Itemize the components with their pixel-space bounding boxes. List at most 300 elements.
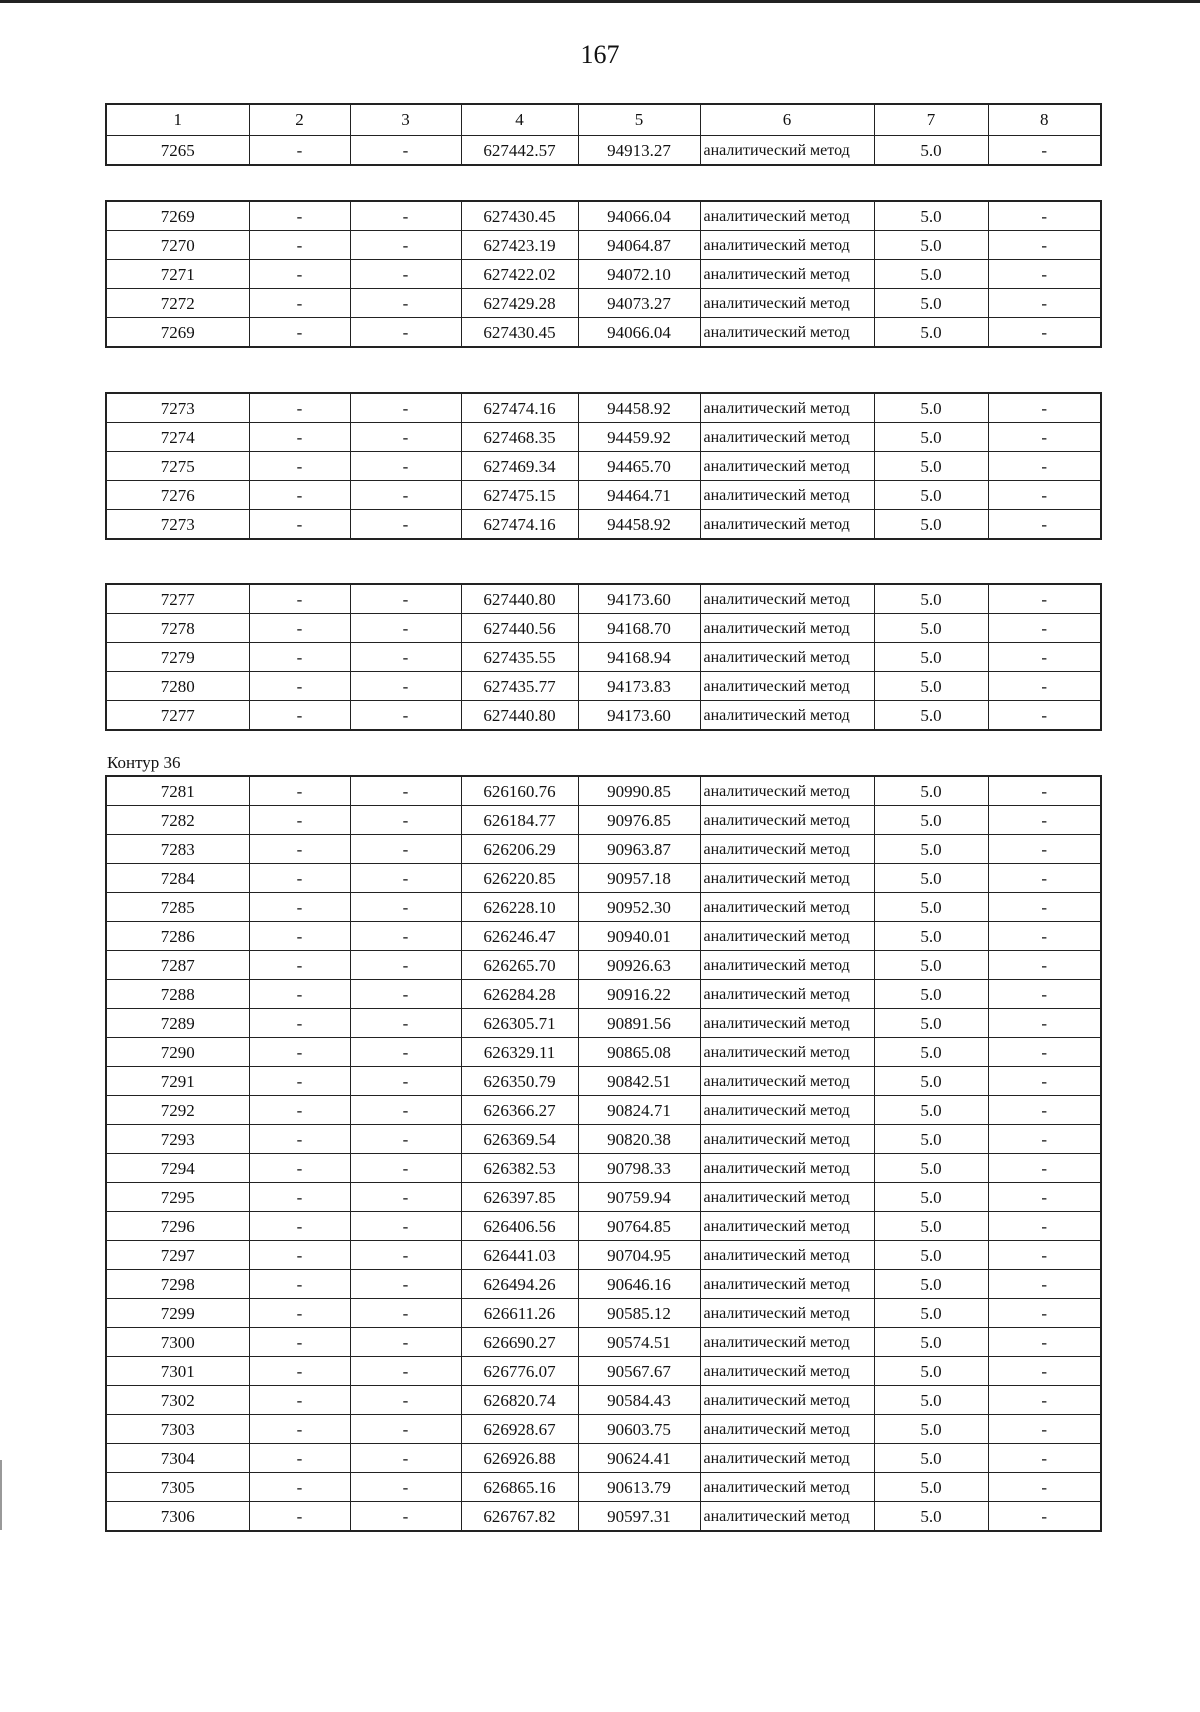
method-cell: аналитический метод <box>700 1328 874 1357</box>
coordinates-table-block <box>105 583 1100 731</box>
x-coordinate-cell: 626820.74 <box>461 1386 578 1415</box>
y-coordinate-cell: 94173.83 <box>578 672 700 701</box>
table-row <box>106 318 1101 348</box>
accuracy-cell: 5.0 <box>874 318 988 348</box>
x-coordinate-cell: 627469.34 <box>461 452 578 481</box>
table-row <box>106 1386 1101 1415</box>
col8-cell: - <box>988 1357 1101 1386</box>
x-coordinate-cell: 626926.88 <box>461 1444 578 1473</box>
accuracy-cell: 5.0 <box>874 951 988 980</box>
point-number-cell: 7300 <box>106 1328 249 1357</box>
col3-cell: - <box>350 452 461 481</box>
table-row <box>106 1357 1101 1386</box>
method-cell: аналитический метод <box>700 1415 874 1444</box>
method-cell: аналитический метод <box>700 1270 874 1299</box>
point-number-cell: 7290 <box>106 1038 249 1067</box>
accuracy-cell: 5.0 <box>874 893 988 922</box>
y-coordinate-cell: 94073.27 <box>578 289 700 318</box>
col8-cell: - <box>988 1328 1101 1357</box>
y-coordinate-cell: 90963.87 <box>578 835 700 864</box>
method-cell: аналитический метод <box>700 318 874 348</box>
col8-cell: - <box>988 835 1101 864</box>
table-row <box>106 393 1101 423</box>
point-number-cell: 7273 <box>106 393 249 423</box>
y-coordinate-cell: 90891.56 <box>578 1009 700 1038</box>
y-coordinate-cell: 94465.70 <box>578 452 700 481</box>
column-header: 3 <box>350 104 461 136</box>
point-number-cell: 7287 <box>106 951 249 980</box>
point-number-cell: 7299 <box>106 1299 249 1328</box>
col2-cell: - <box>249 423 350 452</box>
y-coordinate-cell: 94066.04 <box>578 318 700 348</box>
col2-cell: - <box>249 1328 350 1357</box>
point-number-cell: 7303 <box>106 1415 249 1444</box>
y-coordinate-cell: 94168.94 <box>578 643 700 672</box>
column-header: 6 <box>700 104 874 136</box>
method-cell: аналитический метод <box>700 510 874 540</box>
y-coordinate-cell: 94066.04 <box>578 201 700 231</box>
col2-cell: - <box>249 510 350 540</box>
point-number-cell: 7285 <box>106 893 249 922</box>
col8-cell: - <box>988 864 1101 893</box>
x-coordinate-cell: 626690.27 <box>461 1328 578 1357</box>
coordinates-table-block <box>105 103 1100 166</box>
table-row <box>106 231 1101 260</box>
col2-cell: - <box>249 584 350 614</box>
accuracy-cell: 5.0 <box>874 452 988 481</box>
col3-cell: - <box>350 510 461 540</box>
point-number-cell: 7296 <box>106 1212 249 1241</box>
x-coordinate-cell: 627440.80 <box>461 701 578 731</box>
point-number-cell: 7270 <box>106 231 249 260</box>
coordinates-table <box>105 103 1102 166</box>
col8-cell: - <box>988 806 1101 835</box>
y-coordinate-cell: 90865.08 <box>578 1038 700 1067</box>
accuracy-cell: 5.0 <box>874 864 988 893</box>
table-row <box>106 1328 1101 1357</box>
x-coordinate-cell: 627442.57 <box>461 136 578 166</box>
col2-cell: - <box>249 893 350 922</box>
point-number-cell: 7297 <box>106 1241 249 1270</box>
accuracy-cell: 5.0 <box>874 922 988 951</box>
col3-cell: - <box>350 1154 461 1183</box>
table-row <box>106 864 1101 893</box>
x-coordinate-cell: 626397.85 <box>461 1183 578 1212</box>
col3-cell: - <box>350 893 461 922</box>
method-cell: аналитический метод <box>700 1212 874 1241</box>
table-row <box>106 951 1101 980</box>
x-coordinate-cell: 627430.45 <box>461 318 578 348</box>
y-coordinate-cell: 90574.51 <box>578 1328 700 1357</box>
contour-label: Контур 36 <box>107 753 181 772</box>
page-number: 167 <box>580 40 620 69</box>
method-cell: аналитический метод <box>700 1009 874 1038</box>
col3-cell: - <box>350 1386 461 1415</box>
table-row <box>106 1415 1101 1444</box>
x-coordinate-cell: 627440.80 <box>461 584 578 614</box>
col8-cell: - <box>988 260 1101 289</box>
col8-cell: - <box>988 951 1101 980</box>
point-number-cell: 7275 <box>106 452 249 481</box>
col2-cell: - <box>249 806 350 835</box>
method-cell: аналитический метод <box>700 1241 874 1270</box>
method-cell: аналитический метод <box>700 1038 874 1067</box>
col8-cell: - <box>988 452 1101 481</box>
col8-cell: - <box>988 393 1101 423</box>
method-cell: аналитический метод <box>700 1299 874 1328</box>
table-row <box>106 136 1101 166</box>
point-number-cell: 7302 <box>106 1386 249 1415</box>
table-row <box>106 1502 1101 1532</box>
col8-cell: - <box>988 893 1101 922</box>
column-header: 1 <box>106 104 249 136</box>
col2-cell: - <box>249 136 350 166</box>
header-row <box>106 104 1101 136</box>
accuracy-cell: 5.0 <box>874 701 988 731</box>
x-coordinate-cell: 626160.76 <box>461 776 578 806</box>
column-header: 7 <box>874 104 988 136</box>
col3-cell: - <box>350 1038 461 1067</box>
x-coordinate-cell: 626228.10 <box>461 893 578 922</box>
method-cell: аналитический метод <box>700 806 874 835</box>
col3-cell: - <box>350 393 461 423</box>
point-number-cell: 7282 <box>106 806 249 835</box>
x-coordinate-cell: 626382.53 <box>461 1154 578 1183</box>
x-coordinate-cell: 627474.16 <box>461 510 578 540</box>
x-coordinate-cell: 627422.02 <box>461 260 578 289</box>
accuracy-cell: 5.0 <box>874 1067 988 1096</box>
col8-cell: - <box>988 136 1101 166</box>
point-number-cell: 7274 <box>106 423 249 452</box>
point-number-cell: 7277 <box>106 584 249 614</box>
table-row <box>106 423 1101 452</box>
accuracy-cell: 5.0 <box>874 1038 988 1067</box>
col8-cell: - <box>988 1415 1101 1444</box>
table-row <box>106 1154 1101 1183</box>
table-row <box>106 1183 1101 1212</box>
col8-cell: - <box>988 1096 1101 1125</box>
y-coordinate-cell: 90584.43 <box>578 1386 700 1415</box>
col8-cell: - <box>988 1038 1101 1067</box>
col2-cell: - <box>249 672 350 701</box>
y-coordinate-cell: 90646.16 <box>578 1270 700 1299</box>
point-number-cell: 7278 <box>106 614 249 643</box>
accuracy-cell: 5.0 <box>874 1241 988 1270</box>
x-coordinate-cell: 627468.35 <box>461 423 578 452</box>
x-coordinate-cell: 626406.56 <box>461 1212 578 1241</box>
col3-cell: - <box>350 481 461 510</box>
y-coordinate-cell: 90976.85 <box>578 806 700 835</box>
x-coordinate-cell: 627475.15 <box>461 481 578 510</box>
method-cell: аналитический метод <box>700 201 874 231</box>
col3-cell: - <box>350 806 461 835</box>
method-cell: аналитический метод <box>700 1067 874 1096</box>
y-coordinate-cell: 90764.85 <box>578 1212 700 1241</box>
col2-cell: - <box>249 1183 350 1212</box>
point-number-cell: 7306 <box>106 1502 249 1532</box>
point-number-cell: 7301 <box>106 1357 249 1386</box>
method-cell: аналитический метод <box>700 423 874 452</box>
point-number-cell: 7288 <box>106 980 249 1009</box>
method-cell: аналитический метод <box>700 231 874 260</box>
accuracy-cell: 5.0 <box>874 423 988 452</box>
method-cell: аналитический метод <box>700 1183 874 1212</box>
accuracy-cell: 5.0 <box>874 289 988 318</box>
x-coordinate-cell: 626767.82 <box>461 1502 578 1532</box>
y-coordinate-cell: 90759.94 <box>578 1183 700 1212</box>
table-row <box>106 643 1101 672</box>
point-number-cell: 7283 <box>106 835 249 864</box>
y-coordinate-cell: 94464.71 <box>578 481 700 510</box>
col8-cell: - <box>988 701 1101 731</box>
x-coordinate-cell: 626865.16 <box>461 1473 578 1502</box>
method-cell: аналитический метод <box>700 393 874 423</box>
method-cell: аналитический метод <box>700 1125 874 1154</box>
accuracy-cell: 5.0 <box>874 1154 988 1183</box>
column-header: 2 <box>249 104 350 136</box>
col3-cell: - <box>350 922 461 951</box>
accuracy-cell: 5.0 <box>874 1502 988 1532</box>
col8-cell: - <box>988 776 1101 806</box>
accuracy-cell: 5.0 <box>874 835 988 864</box>
accuracy-cell: 5.0 <box>874 1096 988 1125</box>
accuracy-cell: 5.0 <box>874 1415 988 1444</box>
point-number-cell: 7304 <box>106 1444 249 1473</box>
point-number-cell: 7295 <box>106 1183 249 1212</box>
point-number-cell: 7281 <box>106 776 249 806</box>
method-cell: аналитический метод <box>700 1502 874 1532</box>
y-coordinate-cell: 94458.92 <box>578 510 700 540</box>
x-coordinate-cell: 626265.70 <box>461 951 578 980</box>
column-header: 4 <box>461 104 578 136</box>
point-number-cell: 7276 <box>106 481 249 510</box>
point-number-cell: 7289 <box>106 1009 249 1038</box>
col2-cell: - <box>249 980 350 1009</box>
col2-cell: - <box>249 318 350 348</box>
accuracy-cell: 5.0 <box>874 1212 988 1241</box>
accuracy-cell: 5.0 <box>874 980 988 1009</box>
col2-cell: - <box>249 1067 350 1096</box>
y-coordinate-cell: 94913.27 <box>578 136 700 166</box>
method-cell: аналитический метод <box>700 672 874 701</box>
column-header: 5 <box>578 104 700 136</box>
y-coordinate-cell: 90603.75 <box>578 1415 700 1444</box>
col2-cell: - <box>249 1270 350 1299</box>
accuracy-cell: 5.0 <box>874 584 988 614</box>
point-number-cell: 7291 <box>106 1067 249 1096</box>
table-row <box>106 1473 1101 1502</box>
y-coordinate-cell: 90820.38 <box>578 1125 700 1154</box>
col3-cell: - <box>350 951 461 980</box>
x-coordinate-cell: 627429.28 <box>461 289 578 318</box>
col3-cell: - <box>350 614 461 643</box>
table-row <box>106 1241 1101 1270</box>
table-row <box>106 1038 1101 1067</box>
y-coordinate-cell: 90613.79 <box>578 1473 700 1502</box>
point-number-cell: 7279 <box>106 643 249 672</box>
top-border-line <box>0 0 1200 3</box>
col8-cell: - <box>988 1241 1101 1270</box>
method-cell: аналитический метод <box>700 1154 874 1183</box>
point-number-cell: 7294 <box>106 1154 249 1183</box>
y-coordinate-cell: 94072.10 <box>578 260 700 289</box>
y-coordinate-cell: 94168.70 <box>578 614 700 643</box>
accuracy-cell: 5.0 <box>874 1386 988 1415</box>
accuracy-cell: 5.0 <box>874 1473 988 1502</box>
col8-cell: - <box>988 1125 1101 1154</box>
method-cell: аналитический метод <box>700 1386 874 1415</box>
col3-cell: - <box>350 231 461 260</box>
coordinates-table <box>105 200 1102 348</box>
table-row <box>106 922 1101 951</box>
col2-cell: - <box>249 289 350 318</box>
coordinates-table-block <box>105 200 1100 348</box>
accuracy-cell: 5.0 <box>874 201 988 231</box>
coordinates-table <box>105 775 1102 1532</box>
col8-cell: - <box>988 1299 1101 1328</box>
point-number-cell: 7277 <box>106 701 249 731</box>
col8-cell: - <box>988 510 1101 540</box>
y-coordinate-cell: 90952.30 <box>578 893 700 922</box>
col2-cell: - <box>249 393 350 423</box>
point-number-cell: 7293 <box>106 1125 249 1154</box>
table-row <box>106 835 1101 864</box>
point-number-cell: 7272 <box>106 289 249 318</box>
y-coordinate-cell: 90798.33 <box>578 1154 700 1183</box>
col3-cell: - <box>350 864 461 893</box>
col3-cell: - <box>350 1096 461 1125</box>
col2-cell: - <box>249 1357 350 1386</box>
col2-cell: - <box>249 1415 350 1444</box>
col8-cell: - <box>988 1154 1101 1183</box>
method-cell: аналитический метод <box>700 584 874 614</box>
method-cell: аналитический метод <box>700 980 874 1009</box>
x-coordinate-cell: 627423.19 <box>461 231 578 260</box>
col8-cell: - <box>988 1067 1101 1096</box>
point-number-cell: 7273 <box>106 510 249 540</box>
col3-cell: - <box>350 1067 461 1096</box>
coordinates-table-block <box>105 775 1100 1532</box>
col2-cell: - <box>249 1444 350 1473</box>
y-coordinate-cell: 90916.22 <box>578 980 700 1009</box>
col2-cell: - <box>249 1299 350 1328</box>
x-coordinate-cell: 626184.77 <box>461 806 578 835</box>
col3-cell: - <box>350 423 461 452</box>
col3-cell: - <box>350 980 461 1009</box>
y-coordinate-cell: 90990.85 <box>578 776 700 806</box>
method-cell: аналитический метод <box>700 452 874 481</box>
col8-cell: - <box>988 1444 1101 1473</box>
x-coordinate-cell: 626284.28 <box>461 980 578 1009</box>
table-row <box>106 1299 1101 1328</box>
col8-cell: - <box>988 672 1101 701</box>
y-coordinate-cell: 90585.12 <box>578 1299 700 1328</box>
col2-cell: - <box>249 1125 350 1154</box>
method-cell: аналитический метод <box>700 864 874 893</box>
col2-cell: - <box>249 231 350 260</box>
accuracy-cell: 5.0 <box>874 1299 988 1328</box>
accuracy-cell: 5.0 <box>874 136 988 166</box>
x-coordinate-cell: 626305.71 <box>461 1009 578 1038</box>
col2-cell: - <box>249 776 350 806</box>
col2-cell: - <box>249 1096 350 1125</box>
method-cell: аналитический метод <box>700 951 874 980</box>
x-coordinate-cell: 626366.27 <box>461 1096 578 1125</box>
col8-cell: - <box>988 231 1101 260</box>
col3-cell: - <box>350 1473 461 1502</box>
point-number-cell: 7271 <box>106 260 249 289</box>
table-row <box>106 776 1101 806</box>
x-coordinate-cell: 626441.03 <box>461 1241 578 1270</box>
x-coordinate-cell: 627474.16 <box>461 393 578 423</box>
col8-cell: - <box>988 584 1101 614</box>
method-cell: аналитический метод <box>700 893 874 922</box>
col3-cell: - <box>350 1270 461 1299</box>
method-cell: аналитический метод <box>700 1357 874 1386</box>
table-row <box>106 201 1101 231</box>
x-coordinate-cell: 626928.67 <box>461 1415 578 1444</box>
method-cell: аналитический метод <box>700 481 874 510</box>
x-coordinate-cell: 626776.07 <box>461 1357 578 1386</box>
table-row <box>106 260 1101 289</box>
col2-cell: - <box>249 1154 350 1183</box>
table-row <box>106 1125 1101 1154</box>
point-number-cell: 7305 <box>106 1473 249 1502</box>
method-cell: аналитический метод <box>700 701 874 731</box>
point-number-cell: 7286 <box>106 922 249 951</box>
table-row <box>106 289 1101 318</box>
accuracy-cell: 5.0 <box>874 1444 988 1473</box>
table-row <box>106 584 1101 614</box>
col2-cell: - <box>249 1241 350 1270</box>
col3-cell: - <box>350 701 461 731</box>
y-coordinate-cell: 90957.18 <box>578 864 700 893</box>
scan-margin-mark <box>0 1460 2 1530</box>
col2-cell: - <box>249 201 350 231</box>
x-coordinate-cell: 627440.56 <box>461 614 578 643</box>
x-coordinate-cell: 626220.85 <box>461 864 578 893</box>
y-coordinate-cell: 90704.95 <box>578 1241 700 1270</box>
col2-cell: - <box>249 260 350 289</box>
y-coordinate-cell: 94173.60 <box>578 584 700 614</box>
method-cell: аналитический метод <box>700 643 874 672</box>
x-coordinate-cell: 627435.55 <box>461 643 578 672</box>
point-number-cell: 7269 <box>106 318 249 348</box>
x-coordinate-cell: 626246.47 <box>461 922 578 951</box>
col3-cell: - <box>350 835 461 864</box>
accuracy-cell: 5.0 <box>874 614 988 643</box>
y-coordinate-cell: 90940.01 <box>578 922 700 951</box>
x-coordinate-cell: 627430.45 <box>461 201 578 231</box>
col2-cell: - <box>249 452 350 481</box>
y-coordinate-cell: 94459.92 <box>578 423 700 452</box>
x-coordinate-cell: 626350.79 <box>461 1067 578 1096</box>
column-header: 8 <box>988 104 1101 136</box>
accuracy-cell: 5.0 <box>874 806 988 835</box>
col3-cell: - <box>350 1357 461 1386</box>
table-row <box>106 672 1101 701</box>
col3-cell: - <box>350 1299 461 1328</box>
col8-cell: - <box>988 922 1101 951</box>
table-row <box>106 701 1101 731</box>
y-coordinate-cell: 90926.63 <box>578 951 700 980</box>
point-number-cell: 7284 <box>106 864 249 893</box>
col2-cell: - <box>249 951 350 980</box>
accuracy-cell: 5.0 <box>874 393 988 423</box>
y-coordinate-cell: 90624.41 <box>578 1444 700 1473</box>
coordinates-table <box>105 392 1102 540</box>
col3-cell: - <box>350 1502 461 1532</box>
